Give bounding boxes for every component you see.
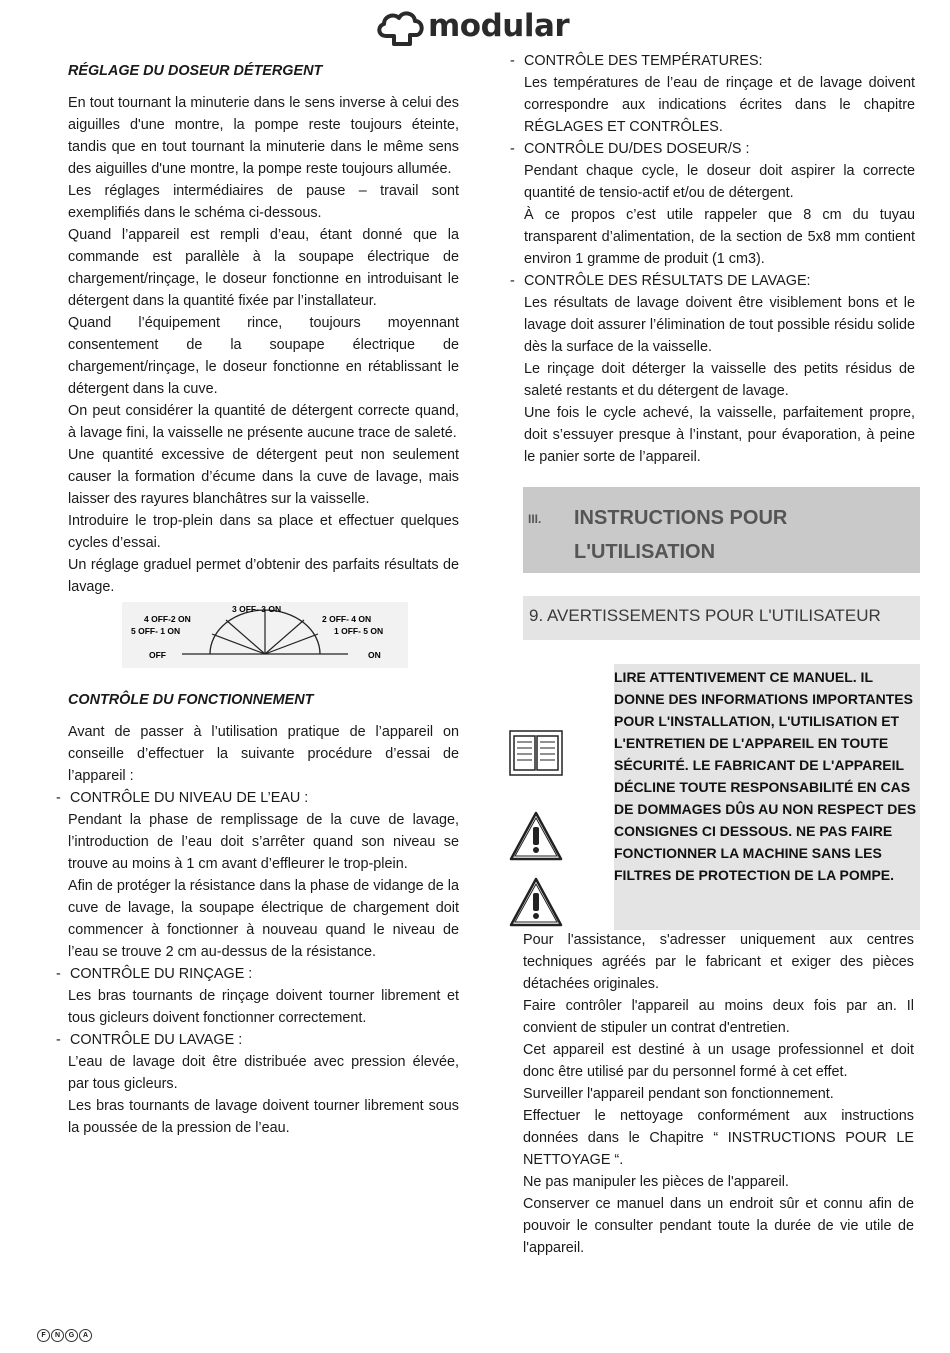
- paragraph: Pendant chaque cycle, le doseur doit aspirer la correcte quantité de tensio-actif et/ou de détergent.: [524, 163, 915, 201]
- paragraph: Ne pas manipuler les pièces de l'appareil.: [523, 1174, 789, 1190]
- user-warnings-text: [523, 929, 914, 1259]
- paragraph: Avant de passer à l’utilisation pratique de l’appareil on conseille d’effectuer la suivante procédure d’essai de l’appareil :: [68, 724, 459, 784]
- paragraph: Une fois le cycle achevé, la vaisselle, parfaitement propre, doit s’essuyer presque à l’instant, pour évaporation, à peine le panier sorte de l’appareil.: [524, 405, 915, 465]
- paragraph: Faire contrôler l'appareil au moins deux fois par an. Il convient de stipuler un contrat d'entretien.: [523, 998, 914, 1036]
- paragraph: L’eau de lavage doit être distribuée avec pression élevée, par tous gicleurs.: [68, 1054, 459, 1092]
- paragraph: En tout tournant la minuterie dans le sens inverse à celui des aiguilles d'une montre, la pompe reste toujours éteinte, tandis que en tout tournant la minuterie dans le même sens des aiguilles d'une montre, la pompe reste toujours allumée.: [68, 95, 459, 177]
- section-title-line: INSTRUCTIONS POUR: [574, 507, 788, 529]
- diagram-label: OFF: [149, 650, 166, 660]
- paragraph: On peut considérer la quantité de détergent correcte quand, à lavage fini, la vaisselle ne présente aucune trace de saleté.: [68, 403, 459, 441]
- language-badge: A: [79, 1329, 92, 1342]
- paragraph: Une quantité excessive de détergent peut non seulement causer la formation d’écume dans la cuve de lavage, mais laisser des rayures blanchâtres sur la vaisselle.: [68, 447, 459, 507]
- paragraph: Quand l’équipement rince, toujours moyennant consentement de la soupape électrique de chargement/rinçage, le doseur fonctionne en rétablissant le détergent dans la cuve.: [68, 315, 459, 397]
- cloud-logo-icon: [374, 6, 426, 46]
- diagram-label: 5 OFF- 1 ON: [131, 626, 181, 636]
- list-item: - CONTRÔLE DU NIVEAU DE L’EAU :: [56, 787, 459, 809]
- left-column: [68, 60, 459, 1139]
- paragraph: Le rinçage doit déterger la vaisselle des petits résidus de saleté restants et du détergent de lavage.: [524, 361, 915, 399]
- timer-settings-diagram: [122, 602, 408, 668]
- diagram-label: ON: [368, 650, 381, 660]
- paragraph: Introduire le trop-plein dans sa place et effectuer quelques cycles d’essai.: [68, 513, 459, 551]
- subsection-title: 9. AVERTISSEMENTS POUR L'UTILISATEUR: [529, 606, 881, 625]
- diagram-label: 4 OFF-2 ON: [144, 614, 191, 624]
- paragraph: Surveiller l'appareil pendant son fonctionnement.: [523, 1086, 834, 1102]
- paragraph: Pendant la phase de remplissage de la cuve de lavage, l’introduction de l’eau doit s’arrêter quand son niveau se trouve au moins à 1 cm avant d’effleurer le trop-plein.: [68, 812, 459, 872]
- warning-icon: [508, 810, 564, 862]
- warning-text: LIRE ATTENTIVEMENT CE MANUEL. IL DONNE DES INFORMATIONS IMPORTANTES POUR L'INSTALLATION, L'UTILISATION ET L'ENTRETIEN DE L'APPAREIL EN TOUTE SÉCURITÉ. LE FABRICANT DE L'APPAREIL DÉCLINE TOUTE RESPONSABILITÉ EN CAS DE DOMMAGES DÛS AU NON RESPECT DES CONSIGNES CI DESSOUS. NE PAS FAIRE FONCTIONNER LA MACHINE SANS LES FILTRES DE PROTECTION DE LA POMPE.: [614, 669, 917, 883]
- heading-doseur: RÉGLAGE DU DOSEUR DÉTERGENT: [68, 63, 323, 79]
- paragraph: Effectuer le nettoyage conformément aux instructions données dans le Chapitre “ INSTRUCTIONS POUR LE NETTOYAGE “.: [523, 1108, 914, 1168]
- paragraph: Les résultats de lavage doivent être visiblement bons et le lavage doit assurer l’élimination de tout possible résidu solide dès la surface de la vaisselle.: [524, 295, 915, 355]
- paragraph: Les températures de l’eau de rinçage et de lavage doivent correspondre aux indications écrites dans le chapitre RÉGLAGES ET CONTRÔLES.: [524, 75, 915, 135]
- diagram-label: 2 OFF- 4 ON: [322, 614, 372, 624]
- list-item: - CONTRÔLE DES TEMPÉRATURES:: [510, 50, 915, 72]
- brand-logo: [374, 6, 569, 46]
- section-title: [574, 501, 787, 569]
- paragraph: Les bras tournants de lavage doivent tourner librement sous la poussée de la pression de l’eau.: [68, 1098, 459, 1136]
- heading-fonctionnement: CONTRÔLE DU FONCTIONNEMENT: [68, 692, 314, 708]
- diagram-label: 1 OFF- 5 ON: [334, 626, 384, 636]
- section-number: III.: [528, 512, 542, 526]
- language-badge: N: [51, 1329, 64, 1342]
- paragraph: Afin de protéger la résistance dans la phase de vidange de la cuve de lavage, la soupape électrique de chargement doit commencer à fonctionner à nouveau quand le niveau de l’eau se trouve 2 cm au-dessus de la résistance.: [68, 878, 459, 960]
- diagram-label: 3 OFF- 3 ON: [232, 604, 282, 614]
- language-badge: F: [37, 1329, 50, 1342]
- right-column: [510, 50, 915, 468]
- list-item: - CONTRÔLE DU RINÇAGE :: [56, 963, 459, 985]
- language-badges: [37, 1329, 92, 1342]
- paragraph: Les réglages intermédiaires de pause – travail sont exemplifiés dans le schéma ci-dessous.: [68, 183, 459, 221]
- list-item: - CONTRÔLE DU LAVAGE :: [56, 1029, 459, 1051]
- section-title-line: L'UTILISATION: [574, 541, 716, 563]
- language-badge: G: [65, 1329, 78, 1342]
- paragraph: À ce propos c’est utile rappeler que 8 cm du tuyau transparent d’alimentation, de la section de 5x8 mm contient environ 1 gramme de produit (1 cm3).: [524, 207, 915, 267]
- paragraph: Un réglage graduel permet d’obtenir des parfaits résultats de lavage.: [68, 557, 459, 595]
- paragraph: Les bras tournants de rinçage doivent tourner librement et tous gicleurs doivent fonctionner correctement.: [68, 988, 459, 1026]
- warning-icon: [508, 876, 564, 928]
- logo-text: modular: [428, 8, 570, 44]
- book-icon: [509, 730, 563, 776]
- paragraph: Pour l'assistance, s'adresser uniquement aux centres techniques agréés par le fabricant et exiger des pièces détachées originales.: [523, 932, 914, 992]
- list-item: - CONTRÔLE DU/DES DOSEUR/S :: [510, 138, 915, 160]
- paragraph: Quand l’appareil est rempli d’eau, étant donné que la commande est parallèle à la soupape électrique de chargement/rinçage, le doseur fonctionne en introduisant le détergent dans la quantité fixée par l’installateur.: [68, 227, 459, 309]
- paragraph: Conserver ce manuel dans un endroit sûr et connu afin de pouvoir le consulter pendant toute la durée de vie utile de l'appareil.: [523, 1196, 914, 1256]
- list-item: - CONTRÔLE DES RÉSULTATS DE LAVAGE:: [510, 270, 915, 292]
- paragraph: Cet appareil est destiné à un usage professionnel et doit donc être utilisé par du personnel formé à cet effet.: [523, 1042, 914, 1080]
